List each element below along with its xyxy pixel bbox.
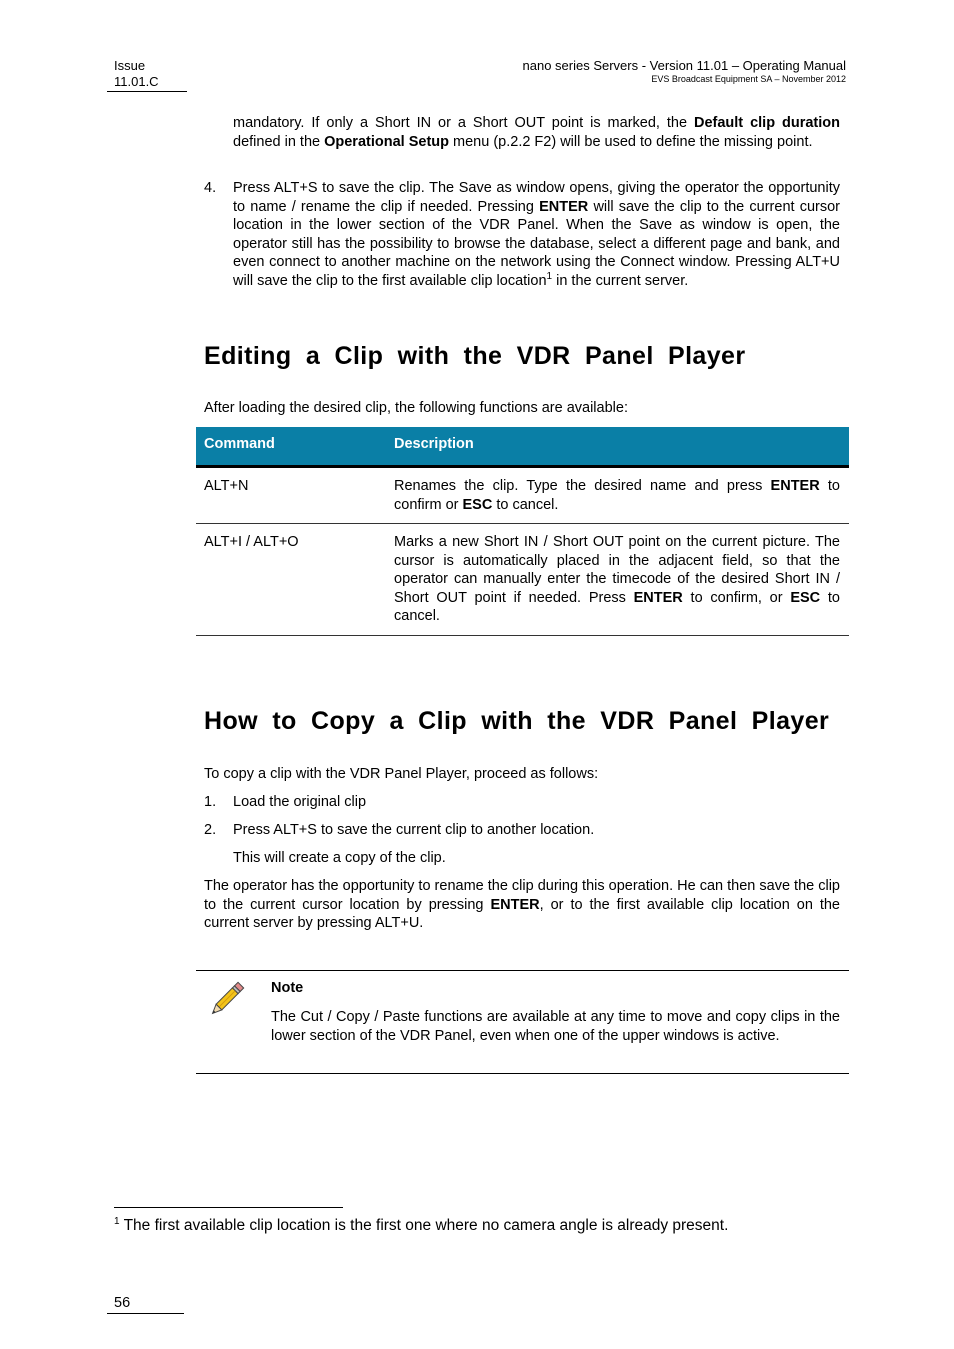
footnote-rule — [114, 1207, 343, 1208]
table-header — [196, 427, 849, 468]
note-text: The Cut / Copy / Paste functions are available at any time to move and copy clips in the lower section of the VDR Panel, even when one of the upper windows is active. — [271, 1009, 840, 1044]
table-row — [196, 468, 849, 524]
step-number: 1. — [204, 794, 217, 810]
issue-label — [114, 58, 159, 90]
step-number: 2. — [204, 822, 217, 838]
section2-paragraph: The operator has the opportunity to rename the clip during this operation. He can then save the clip to the current cursor location by pressing ENTER, or to the first available clip location on the current server by pressing ALT+U. — [204, 878, 840, 931]
issue-rule — [107, 91, 187, 92]
footnote-ref[interactable]: 1 — [546, 270, 553, 282]
table-cell-command: ALT+N — [204, 478, 249, 494]
step-text: Press ALT+S to save the current clip to another location. — [233, 822, 595, 838]
section2-lead: To copy a clip with the VDR Panel Player, proceed as follows: — [204, 766, 599, 782]
page-number: 56 — [114, 1295, 131, 1311]
step-2-subtext: This will create a copy of the clip. — [233, 850, 446, 866]
list-number-4: 4. — [204, 180, 217, 196]
table-cell-description: Marks a new Short IN / Short OUT point on the current picture. The cursor is automatically placed in the adjacent field, so that the operator can manually enter the timecode of the desired Short IN / Short OUT point if needed. Press ENTER to confirm, or ESC to cancel. — [394, 534, 840, 624]
footnote-text: The first available clip location is the first one where no camera angle is already present. — [119, 1217, 729, 1234]
col-header-description: Description — [394, 436, 474, 452]
col-header-command: Command — [204, 436, 275, 452]
footnote — [114, 1216, 728, 1235]
table-row — [196, 524, 849, 636]
section1-lead: After loading the desired clip, the following functions are available: — [204, 400, 628, 416]
section-heading-editing: Editing a Clip with the VDR Panel Player — [204, 342, 746, 370]
issue-number: 11.01.C — [114, 74, 159, 89]
footnote-marker: 1 — [114, 1215, 120, 1227]
intro-paragraph: mandatory. If only a Short IN or a Short OUT point is marked, the Default clip duration defined in the Operational Setup menu (p.2.2 F2) will be used to define the missing point. — [233, 115, 840, 150]
table-cell-description: Renames the clip. Type the desired name and press ENTER to confirm or ESC to cancel. — [394, 478, 840, 513]
list-item-4: Press ALT+S to save the clip. The Save as window opens, giving the operator the opportunity to name / rename the clip if needed. Pressing ENTER will save the clip to the current cursor location in the lower section of the VDR Panel. When the Save as window is open, the operator still has the possibility to browse the database, select a different page and bank, and even connect to another machine on the network using the Connect window. Pressing ALT+U will save the clip to the first available clip location$^1$ in the current server. — [233, 180, 840, 289]
table-cell-command: ALT+I / ALT+O — [204, 534, 299, 550]
note-title: Note — [271, 980, 304, 996]
note-top-rule — [196, 970, 849, 971]
note-bottom-rule — [196, 1073, 849, 1074]
footer-rule — [107, 1313, 184, 1314]
step-text: Load the original clip — [233, 794, 367, 810]
section-heading-copy: How to Copy a Clip with the VDR Panel Player — [204, 707, 830, 735]
commands-table — [196, 427, 849, 636]
issue-label-text: Issue — [114, 58, 146, 73]
header-title: nano series Servers - Version 11.01 – Operating Manual — [522, 58, 846, 73]
header-subtitle: EVS Broadcast Equipment SA – November 2012 — [651, 74, 846, 84]
pencil-icon — [204, 978, 248, 1022]
